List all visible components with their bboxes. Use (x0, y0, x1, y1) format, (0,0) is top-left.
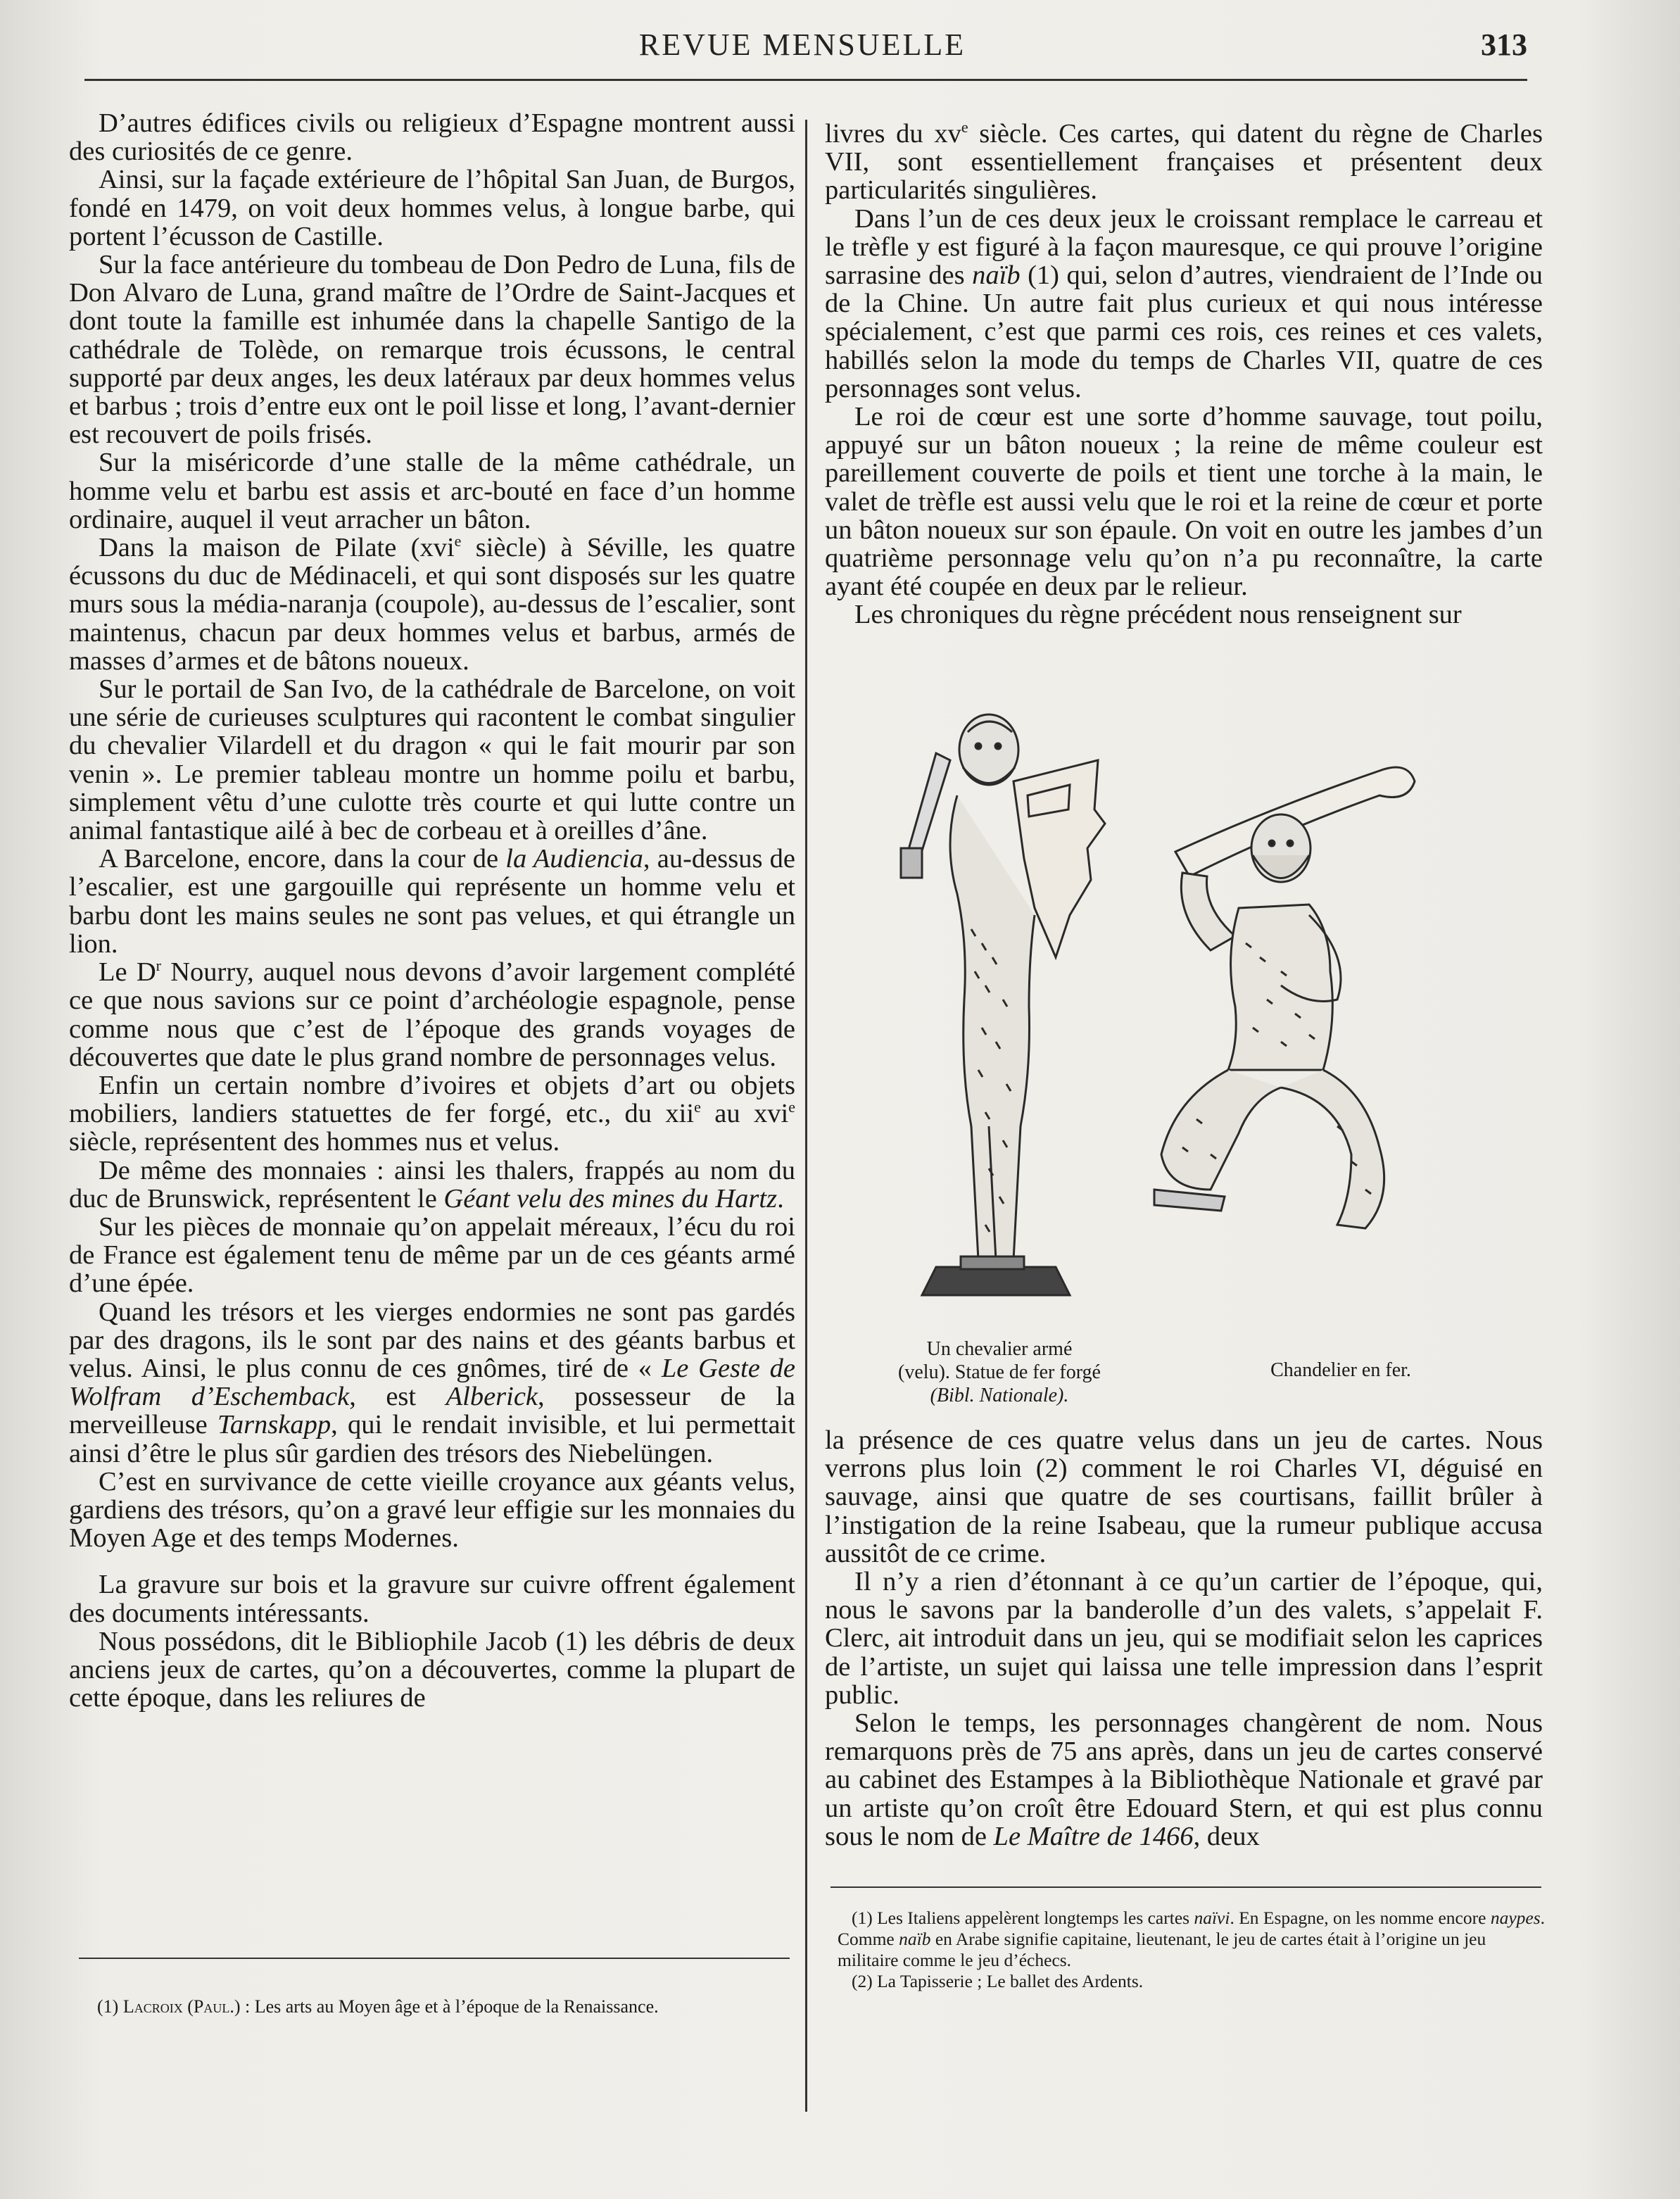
text: au (700, 1099, 754, 1129)
paragraph: la présence de ces quatre velus dans un jeu de cartes. Nous verrons plus loin (2) comment le roi Charles VI, déguisé en sauvage, ainsi que quatre de ses courtisans, faillit brûler à l’instigation de la reine Isabeau, que la rumeur publique accusa aussitôt de ce crime. (825, 1425, 1543, 1568)
superscript: e (454, 532, 462, 550)
century: xvi (754, 1099, 789, 1129)
text: , est (349, 1382, 446, 1412)
paragraph (825, 205, 1543, 403)
text: en Arabe signifie capitaine, lieutenant, le jeu de cartes était à l’origine un jeu militaire comme le jeu d’échecs. (838, 1929, 1486, 1970)
knight-statue-drawing (901, 714, 1105, 1295)
italic-text: Le Geste de Wolfram d’Eschemback (69, 1353, 796, 1412)
text: siècle. Ces cartes, qui datent du règne de Charles VII, sont essentiellement françaises et présentent deux particularités singulières. (825, 119, 1543, 206)
paragraph (69, 1071, 795, 1157)
paragraph: Sur les pièces de monnaie qu’on appelait méreaux, l’écu du roi de France est également tenu de même par un de ces géants armé d’une épée. (69, 1211, 795, 1299)
running-title: REVUE MENSUELLE (638, 27, 966, 62)
engraving-illustration (845, 704, 1534, 1330)
paragraph (825, 120, 1543, 205)
text: , deux (1193, 1821, 1260, 1851)
text: (1) Les Italiens appelèrent longtemps les cartes (852, 1908, 1194, 1928)
century: xvi (419, 533, 455, 563)
caption-line: Un chevalier armé (926, 1338, 1073, 1360)
footnote-rule (830, 1886, 1541, 1888)
text: . (777, 1183, 784, 1214)
header-rule (84, 79, 1527, 81)
text: Quand les trésors et les vierges endormies ne sont pas gardés par des dragons, ils le sont par des nains et des géants barbus et velus. Ainsi, le plus connu de ces gnômes, tiré de « (69, 1297, 795, 1383)
figure-caption-knight (866, 1337, 1133, 1407)
footnotes-right (838, 1908, 1548, 1992)
footnote-text: : Les arts au Moyen âge et à l’époque de la Renaissance. (240, 1996, 659, 2017)
footnote-author: Lacroix (Paul.) (122, 1996, 241, 2017)
italic-text: Géant velu des mines du Hartz (443, 1183, 778, 1214)
italic-text: naïb (972, 260, 1021, 291)
footnote: (2) La Tapisserie ; Le ballet des Ardents. (852, 1971, 1144, 1991)
text: Le D (99, 957, 156, 988)
text: De même des monnaies : ainsi les thalers, frappés au nom du duc de Brunswick, représentent le (69, 1155, 795, 1214)
text: Enfin un certain nombre d’ivoires et objets d’art ou objets mobiliers, landiers statuettes de fer forgé, etc., du (69, 1070, 795, 1129)
text: Dans l’un de ces deux jeux le croissant remplace le carreau et le trèfle y est figuré à la façon mauresque, ce qui prouve l’origine sarrasine des (825, 203, 1543, 291)
text: Selon le temps, les personnages changèrent de nom. Nous remarquons près de 75 ans après, dans un jeu de cartes conservé au cabinet des Estampes à la Bibliothèque Nationale et gravé par un artiste qu’on croît être Edouard Stern, et qui est plus connu sous le nom de (825, 1708, 1543, 1851)
text: , au-dessus de l’escalier, est une gargouille qui représente un homme velu et barbu dont les mains seules ne sont pas velues, et qui étrangle un lion. (69, 844, 795, 959)
figure-caption-chandelier: Chandelier en fer. (1270, 1359, 1411, 1381)
caption-line: (Bibl. Nationale). (930, 1385, 1069, 1406)
paragraph (69, 1298, 795, 1468)
superscript: r (156, 957, 161, 975)
century: xv (934, 119, 961, 149)
paragraph (825, 1709, 1543, 1851)
paragraph: D’autres édifices civils ou religieux d’Espagne montrent aussi des curiosités de ce genre. (69, 108, 795, 167)
italic-text: naypes (1490, 1908, 1541, 1928)
italic-text: Le Maître de 1466 (993, 1821, 1194, 1851)
text: A Barcelone, encore, dans la cour de (99, 844, 506, 874)
text: (1) qui, selon d’autres, viendraient de l’Inde ou de la Chine. Un autre fait plus curieux et qui nous intéresse spécialement, c’est que parmi ces rois, ces reines et ces valets, habillés selon la mode du temps de Charles VII, quatre de ces personnages sont velus. (825, 260, 1543, 403)
text: siècle) à Séville, les quatre écussons du duc de Médinaceli, et qui sont disposés sur les quatre murs sous la média-naranja (coupole), au-dessus de l’escalier, sont maintenus, chacun par deux hommes velus et barbus, armés de masses d’armes et de bâtons noueux. (69, 533, 795, 676)
paragraph: Les chroniques du règne précédent nous renseignent sur (854, 600, 1462, 630)
paragraph (69, 958, 795, 1071)
engraving-figure (845, 704, 1534, 1330)
text: Dans la maison de Pilate ( (99, 533, 420, 563)
superscript: e (694, 1098, 701, 1116)
text: siècle, représentent des hommes nus et velus. (69, 1127, 560, 1157)
paragraph (69, 845, 795, 958)
footnote-rule (79, 1958, 790, 1959)
footnote-label: (1) (97, 1996, 123, 2017)
paragraph: Nous possédons, dit le Bibliophile Jacob (1) les débris de deux anciens jeux de cartes, qu’on a découvertes, comme la plupart de cette époque, dans les reliures de (69, 1626, 795, 1713)
paragraph: Le roi de cœur est une sorte d’homme sauvage, tout poilu, appuyé sur un bâton noueux ; la reine de même couleur est pareillement couverte de poils et tient une torche à la main, le valet de trèfle est aussi velu que le roi et la reine de cœur et porte un bâton noueux sur son épaule. On voit en outre les jambes d’un quatrième personnage velu qu’on n’a pu reconnaître, la carte ayant été coupée en deux par le relieur. (825, 402, 1543, 602)
column-rule (805, 120, 807, 2112)
paragraph: Sur la face antérieure du tombeau de Don Pedro de Luna, fils de Don Alvaro de Luna, grand maître de l’Ordre de Saint-Jacques et dont toute la famille est inhumée dans la chapelle Santigo de la cathédrale de Tolède, on remarque trois écussons, le central supporté par deux anges, les deux latéraux par deux hommes velus et barbus ; trois d’entre eux ont le poil lisse et long, l’avant-dernier est recouvert de poils frisés. (69, 250, 795, 450)
text: . Comme (838, 1908, 1545, 1949)
paragraph (69, 534, 795, 675)
running-head (77, 27, 1527, 69)
paragraph: Sur le portail de San Ivo, de la cathédrale de Barcelone, on voit une série de curieuses sculptures qui racontent le combat singulier du chevalier Vilardell et du dragon « qui le fait mourir par son venin ». Le premier tableau montre un homme poilu et barbu, simplement vêtu d’une culotte très courte et qui lutte contre un animal fantastique ailé à bec de corbeau et à oreilles d’âne. (69, 674, 795, 846)
century: xii (665, 1099, 695, 1129)
italic-text: naïvi (1194, 1908, 1230, 1928)
chandelier-wildman-drawing (1154, 767, 1415, 1228)
right-column-top (825, 120, 1543, 629)
italic-text: naïb (899, 1929, 931, 1949)
footnote (83, 1995, 794, 2019)
left-column (69, 109, 795, 1712)
paragraph: Ainsi, sur la façade extérieure de l’hôpital San Juan, de Burgos, fondé en 1479, on voit deux hommes velus, à longue barbe, qui portent l’écusson de Castille. (69, 165, 795, 251)
caption-line: (velu). Statue de fer forgé (898, 1361, 1101, 1383)
paragraph: Il n’y a rien d’étonnant à ce qu’un cartier de l’époque, qui, nous le savons par la banderolle d’un des valets, s’appelait F. Clerc, ait introduit dans un jeu, qui se modifiait selon les caprices de l’artiste, un sujet qui laissa une telle impression dans l’esprit public. (825, 1567, 1543, 1710)
paragraph: C’est en survivance de cette vieille croyance aux géants velus, gardiens des trésors, qu’on a gravé leur effigie sur les monnaies du Moyen Age et des temps Modernes. (69, 1466, 795, 1554)
footnote (838, 1908, 1548, 1971)
page-number: 313 (1481, 27, 1527, 62)
superscript: e (961, 118, 968, 137)
text: , qui le rendait invisible, et lui permettait ainsi d’être le plus sûr gardien des trésors des Niebelüngen. (69, 1410, 795, 1468)
text: Nourry, auquel nous devons d’avoir largement complété ce que nous savions sur ce point d’archéologie espagnole, pense comme nous que c’est de l’époque des grands voyages de découvertes que date le plus grand nombre de personnages velus. (69, 957, 795, 1072)
footnote-left (83, 1995, 794, 2019)
text: . En Espagne, on les nomme encore (1230, 1908, 1491, 1928)
italic-text: Tarnskapp (217, 1410, 331, 1440)
text: livres du (825, 119, 935, 149)
text: , possesseur de la merveilleuse (69, 1382, 795, 1440)
italic-text: Alberick (446, 1382, 538, 1412)
italic-text: la Audiencia (505, 844, 643, 874)
paragraph (69, 1157, 795, 1213)
paragraph: Sur la miséricorde d’une stalle de la même cathédrale, un homme velu et barbu est assis et arc-bouté en face d’un homme ordinaire, auquel il veut arracher un bâton. (69, 448, 795, 534)
paragraph: La gravure sur bois et la gravure sur cuivre offrent également des documents intéressants. (69, 1570, 795, 1628)
right-column-bottom (825, 1426, 1543, 1851)
superscript: e (788, 1098, 795, 1116)
